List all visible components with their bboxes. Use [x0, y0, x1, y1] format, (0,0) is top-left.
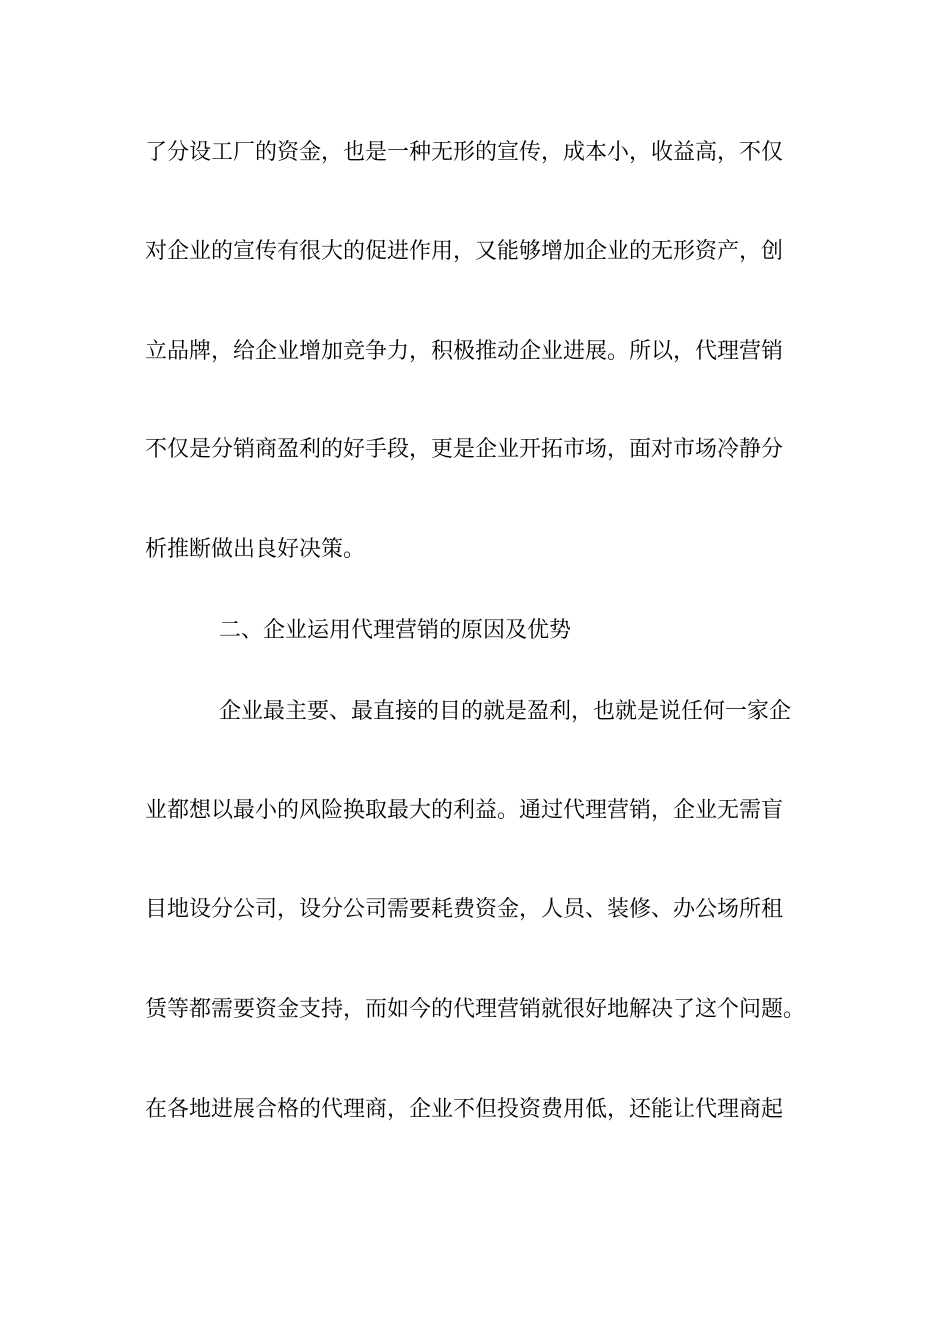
- text-line: 业都想以最小的风险换取最大的利益。通过代理营销，企业无需盲: [145, 798, 784, 823]
- text-line: 在各地进展合格的代理商，企业不但投资费用低，还能让代理商起: [145, 1097, 784, 1122]
- text-line: 目地设分公司，设分公司需要耗费资金，人员、装修、办公场所租: [145, 897, 784, 922]
- section-heading: 二、企业运用代理营销的原因及优势: [219, 618, 572, 643]
- text-line: 立品牌，给企业增加竞争力，积极推动企业进展。所以，代理营销: [145, 339, 784, 364]
- text-line: 企业最主要、最直接的目的就是盈利，也就是说任何一家企: [219, 699, 792, 724]
- text-line: 赁等都需要资金支持，而如今的代理营销就很好地解决了这个问题。: [145, 997, 806, 1022]
- text-line: 不仅是分销商盈利的好手段，更是企业开拓市场，面对市场冷静分: [145, 437, 784, 462]
- text-line: 析推断做出良好决策。: [145, 537, 366, 562]
- text-line: 对企业的宣传有很大的促进作用，又能够增加企业的无形资产，创: [145, 239, 784, 264]
- text-line: 了分设工厂的资金，也是一种无形的宣传，成本小，收益高，不仅: [145, 140, 784, 165]
